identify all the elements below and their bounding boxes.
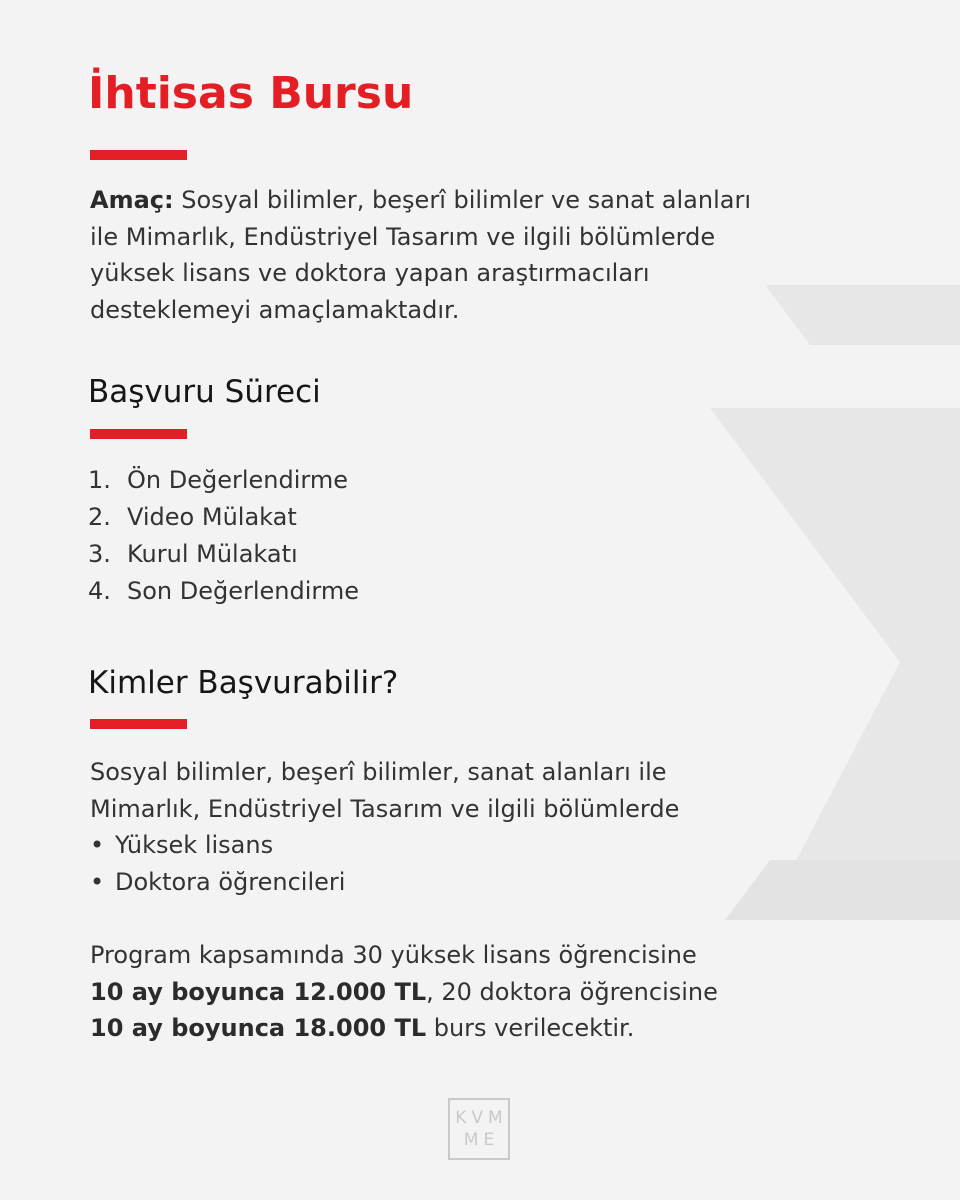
eligibility-item-label: Yüksek lisans [115,831,274,859]
eligibility-line-2: Mimarlık, Endüstriyel Tasarım ve ilgili bölümlerde [90,794,680,823]
step-number: 1. [88,466,111,494]
kume-logo [448,1098,510,1160]
process-heading: Başvuru Süreci [88,374,321,410]
grant-paragraph [90,937,718,1047]
process-step [88,536,359,573]
bullet-icon: • [90,868,105,896]
grant-amount-masters: 10 ay boyunca 12.000 TL [90,977,427,1006]
step-label: Kurul Mülakatı [127,540,298,568]
bullet-icon: • [90,831,105,859]
process-step [88,462,359,499]
step-label: Son Değerlendirme [127,577,360,605]
purpose-label: Amaç: [90,186,174,214]
logo-row-2: ME [463,1130,500,1150]
grant-line-2-rest: , 20 doktora öğrencisine [426,977,718,1006]
eligibility-item-label: Doktora öğrencileri [115,868,346,896]
purpose-line-4: desteklemeyi amaçlamaktadır. [90,295,460,324]
step-number: 2. [88,503,111,531]
process-step [88,573,359,610]
process-steps-list [88,462,359,610]
grant-line-3-rest: burs verilecektir. [426,1014,635,1042]
purpose-line-1: Sosyal bilimler, beşerî bilimler ve sanat alanları [181,186,752,214]
grant-line-1: Program kapsamında 30 yüksek lisans öğrencisine [90,941,697,969]
step-label: Video Mülakat [127,503,297,531]
eligibility-underline [90,719,187,729]
eligibility-item [88,864,345,901]
eligibility-paragraph [90,754,679,827]
purpose-line-3: yüksek lisans ve doktora yapan araştırmacıları [90,259,650,287]
page-title: İhtisas Bursu [88,68,414,119]
grant-amount-phd: 10 ay boyunca 18.000 TL [90,1014,427,1042]
eligibility-line-1: Sosyal bilimler, beşerî bilimler, sanat alanları ile [90,758,667,786]
step-number: 4. [88,577,111,605]
process-underline [90,429,187,439]
step-label: Ön Değerlendirme [127,466,348,494]
purpose-paragraph [90,182,751,328]
step-number: 3. [88,540,111,568]
process-step [88,499,359,536]
eligibility-item [88,827,345,864]
logo-row-1: KVM [455,1108,508,1128]
eligibility-heading: Kimler Başvurabilir? [88,665,399,701]
eligibility-list [88,827,345,901]
purpose-line-2: ile Mimarlık, Endüstriyel Tasarım ve ilgili bölümlerde [90,222,716,251]
title-underline [90,150,187,160]
